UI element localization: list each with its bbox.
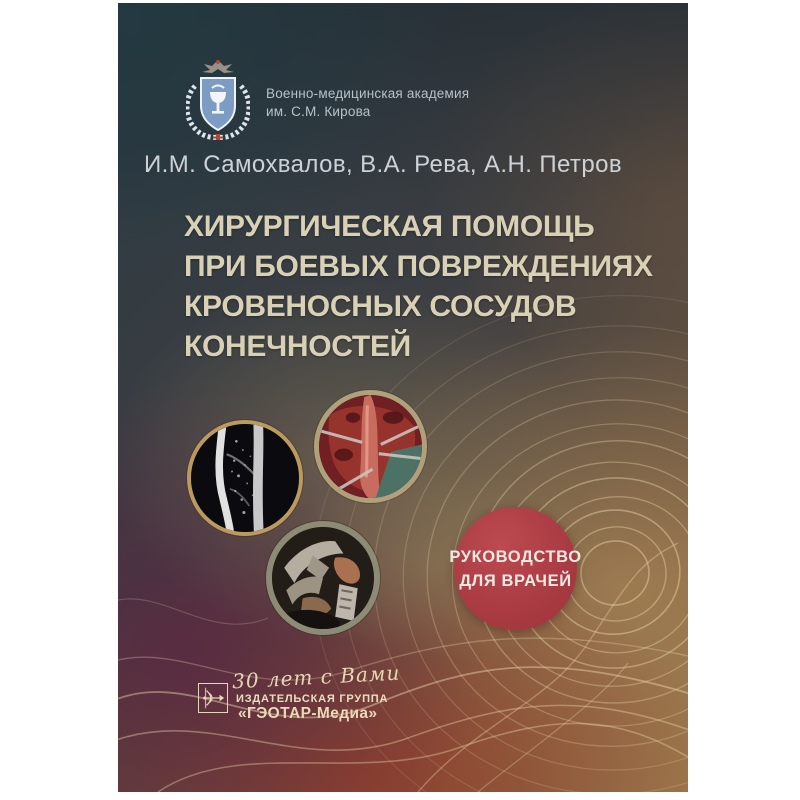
radiograph-fragments-photo — [266, 521, 380, 635]
academy-line1: Военно-медицинская академия — [266, 86, 470, 101]
geotar-media-logo-icon — [198, 683, 228, 713]
title-line-3: КРОВЕНОСНЫХ СОСУДОВ — [184, 290, 577, 323]
audience-badge — [449, 507, 582, 630]
publisher-group-label: ИЗДАТЕЛЬСКАЯ ГРУППА — [236, 693, 389, 705]
book-title — [184, 207, 653, 367]
cover-background — [118, 3, 688, 792]
anniversary-script: 30 лет с Вами — [231, 660, 401, 694]
badge-line-1: РУКОВОДСТВО — [449, 547, 582, 566]
authors-line: И.М. Самохвалов, В.А. Рева, А.Н. Петров — [144, 151, 622, 178]
academy-emblem-icon — [186, 58, 250, 142]
academy-name — [266, 85, 469, 121]
title-line-2: ПРИ БОЕВЫХ ПОВРЕЖДЕНИЯХ — [184, 250, 653, 283]
publisher-name: «ГЭОТАР-Медиа» — [238, 705, 378, 722]
title-line-4: КОНЕЧНОСТЕЙ — [184, 330, 411, 363]
open-surgery-photo — [314, 390, 427, 503]
angiogram-photo — [187, 420, 303, 536]
badge-line-2: ДЛЯ ВРАЧЕЙ — [459, 571, 572, 590]
title-line-1: ХИРУРГИЧЕСКАЯ ПОМОЩЬ — [184, 210, 595, 243]
double-eagle-icon — [202, 60, 234, 73]
academy-line2: им. С.М. Кирова — [266, 104, 371, 119]
